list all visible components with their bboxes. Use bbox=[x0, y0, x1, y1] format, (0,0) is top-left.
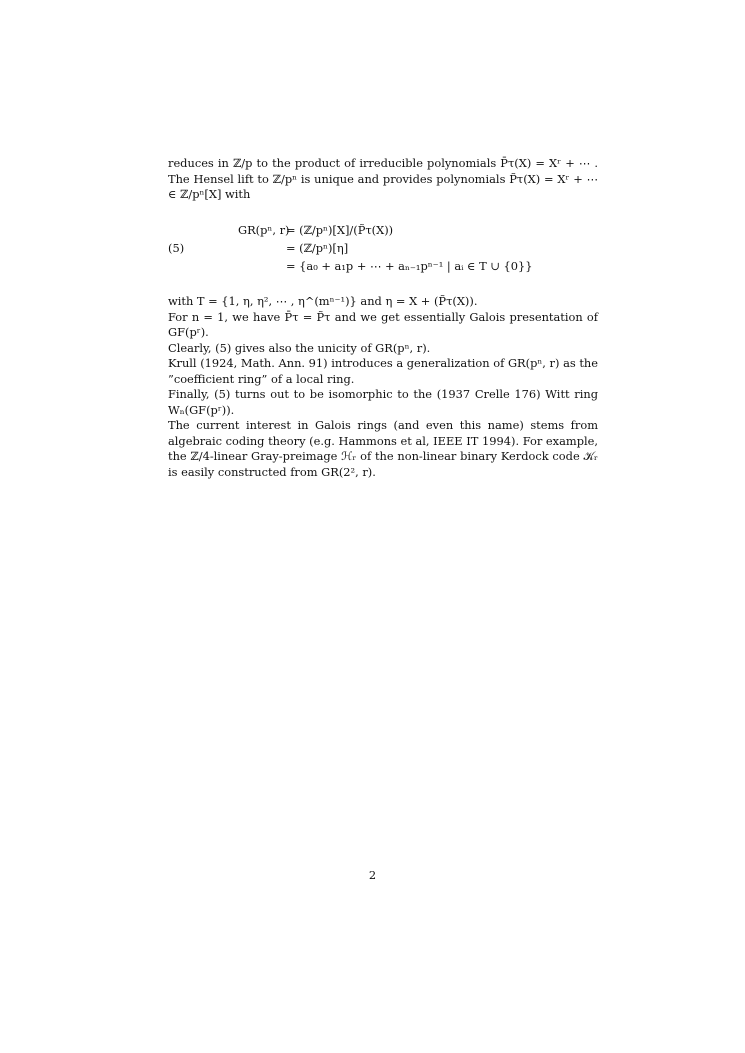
para-4: Clearly, (5) gives also the unicity of GR(pⁿ, r). bbox=[168, 340, 431, 355]
para-6: Finally, (5) turns out to be isomorphic to the (1937 Crelle 176) Witt ring Wₙ(GF(pʳ)). bbox=[168, 387, 598, 417]
page-number: 2 bbox=[368, 868, 377, 882]
paragraph-body bbox=[168, 294, 598, 480]
para-2: with T = {1, η, η², ⋯ , η^(mⁿ⁻¹)} and η = X + (P̃τ(X)). bbox=[168, 294, 478, 308]
equation-number: (5) bbox=[168, 241, 185, 255]
para-1: reduces in ℤ/p to the product of irreducible polynomials P̄τ(X) = Xʳ + ⋯ . The Hensel lift to ℤ/pⁿ is unique and provides polynomials P̃τ(X) = Xʳ + ⋯ ∈ ℤ/pⁿ[X] with bbox=[168, 156, 598, 201]
paragraph-intro bbox=[168, 156, 598, 203]
para-5: Krull (1924, Math. Ann. 91) introduces a generalization of GR(pⁿ, r) as the ”coefficient ring” of a local ring. bbox=[168, 356, 598, 386]
para-3: For n = 1, we have P̄τ = P̃τ and we get essentially Galois presentation of GF(pʳ). bbox=[168, 309, 598, 339]
equation-line-1: = (ℤ/pⁿ)[X]/(P̃τ(X)) bbox=[286, 223, 394, 237]
equation-line-3: = {a₀ + a₁p + ⋯ + aₙ₋₁pⁿ⁻¹ | aᵢ ∈ T ∪ {0}} bbox=[286, 259, 533, 273]
para-7: The current interest in Galois rings (and even this name) stems from algebraic coding theory (e.g. Hammons et al, IEEE IT 1994). For example, the ℤ/4-linear Gray-preimage ℋᵣ of the non-linear binary Kerdock code 𝒦ᵣ is easily constructed from GR(2², r). bbox=[168, 418, 598, 479]
equation-line-2: = (ℤ/pⁿ)[η] bbox=[286, 241, 349, 255]
equation-lhs: GR(pⁿ, r) bbox=[238, 223, 290, 237]
equation-5 bbox=[168, 221, 598, 281]
